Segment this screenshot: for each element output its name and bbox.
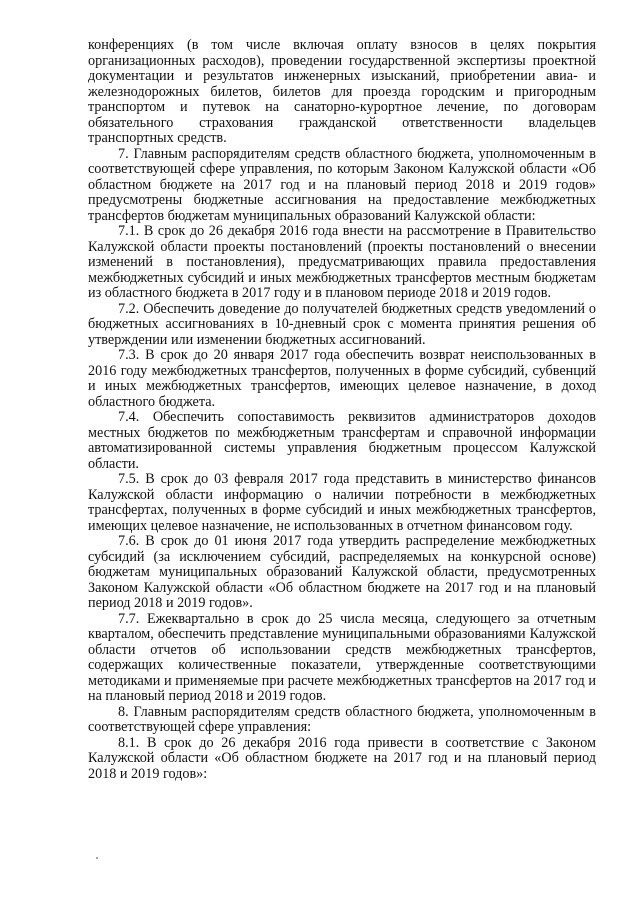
paragraph-7: 7. Главным распорядителям средств областного бюджета, уполномоченным в соответствующей сфере управления, по которым Законом Калужской области «Об областном бюджете на 2017 год и на плановый период 2018 и 2019 годов» предусмотрены бюджетные ассигнования на предоставление межбюджетных трансфертов бюджетам муниципальных образований Калужской области:: [88, 145, 596, 224]
document-body: [88, 38, 596, 782]
paragraph-continuation: конференциях (в том числе включая оплату взносов в целях покрытия организационных расходов), проведении государственной экспертизы проектной документации и результатов инженерных изысканий, приобретении авиа- и железнодорожных билетов, билетов для проезда городским и пригородным транспортом и путевок на санаторно-курортное лечение, по договорам обязательного страхования гражданской ответственности владельцев транспортных средств.: [88, 37, 596, 146]
paragraph-7-7: 7.7. Ежеквартально в срок до 25 числа месяца, следующего за отчетным кварталом, обеспечить представление муниципальными образованиями Калужской области отчетов об использовании средств межбюджетных трансфертов, содержащих количественные показатели, утвержденные соответствующими методиками и применяемые при расчете межбюджетных трансфертов на 2017 год и на плановый период 2018 и 2019 годов.: [88, 610, 596, 704]
paragraph-8-1: 8.1. В срок до 26 декабря 2016 года привести в соответствие с Законом Калужской области «Об областном бюджете на 2017 год и на плановый период 2018 и 2019 годов»:: [88, 734, 596, 782]
paragraph-7-2: 7.2. Обеспечить доведение до получателей бюджетных средств уведомлений о бюджетных ассигнованиях в 10-дневный срок с момента принятия решения об утверждении или изменении бюджетных ассигнований.: [88, 300, 596, 348]
paragraph-8: 8. Главным распорядителям средств областного бюджета, уполномоченным в соответствующей сфере управления:: [88, 703, 596, 735]
scan-speck: [96, 857, 98, 859]
paragraph-7-4: 7.4. Обеспечить сопоставимость реквизитов администраторов доходов местных бюджетов по межбюджетным трансфертам и справочной информации автоматизированной системы управления бюджетным процессом Калужской области.: [88, 409, 596, 472]
paragraph-7-1: 7.1. В срок до 26 декабря 2016 года внести на рассмотрение в Правительство Калужской области проекты постановлений (проекты постановлений о внесении изменений в постановления), предусматривающих правила предоставления межбюджетных субсидий и иных межбюджетных трансфертов местным бюджетам из областного бюджета в 2017 году и в плановом периоде 2018 и 2019 годов.: [88, 223, 596, 301]
paragraph-7-5: 7.5. В срок до 03 февраля 2017 года представить в министерство финансов Калужской области информацию о наличии потребности в межбюджетных трансфертах, полученных в форме субсидий и иных межбюджетных трансфертов, имеющих целевое назначение, не использованных в отчетном финансовом году.: [88, 471, 596, 534]
paragraph-7-6: 7.6. В срок до 01 июня 2017 года утвердить распределение межбюджетных субсидий (за исключением субсидий, распределяемых на конкурсной основе) бюджетам муниципальных образований Калужской области, предусмотренных Законом Калужской области «Об областном бюджете на 2017 год и на плановый период 2018 и 2019 годов».: [88, 533, 596, 611]
paragraph-7-3: 7.3. В срок до 20 января 2017 года обеспечить возврат неиспользованных в 2016 году межбюджетных трансфертов, полученных в форме субсидий, субвенций и иных межбюджетных трансфертов, имеющих целевое назначение, в доход областного бюджета.: [88, 347, 596, 410]
